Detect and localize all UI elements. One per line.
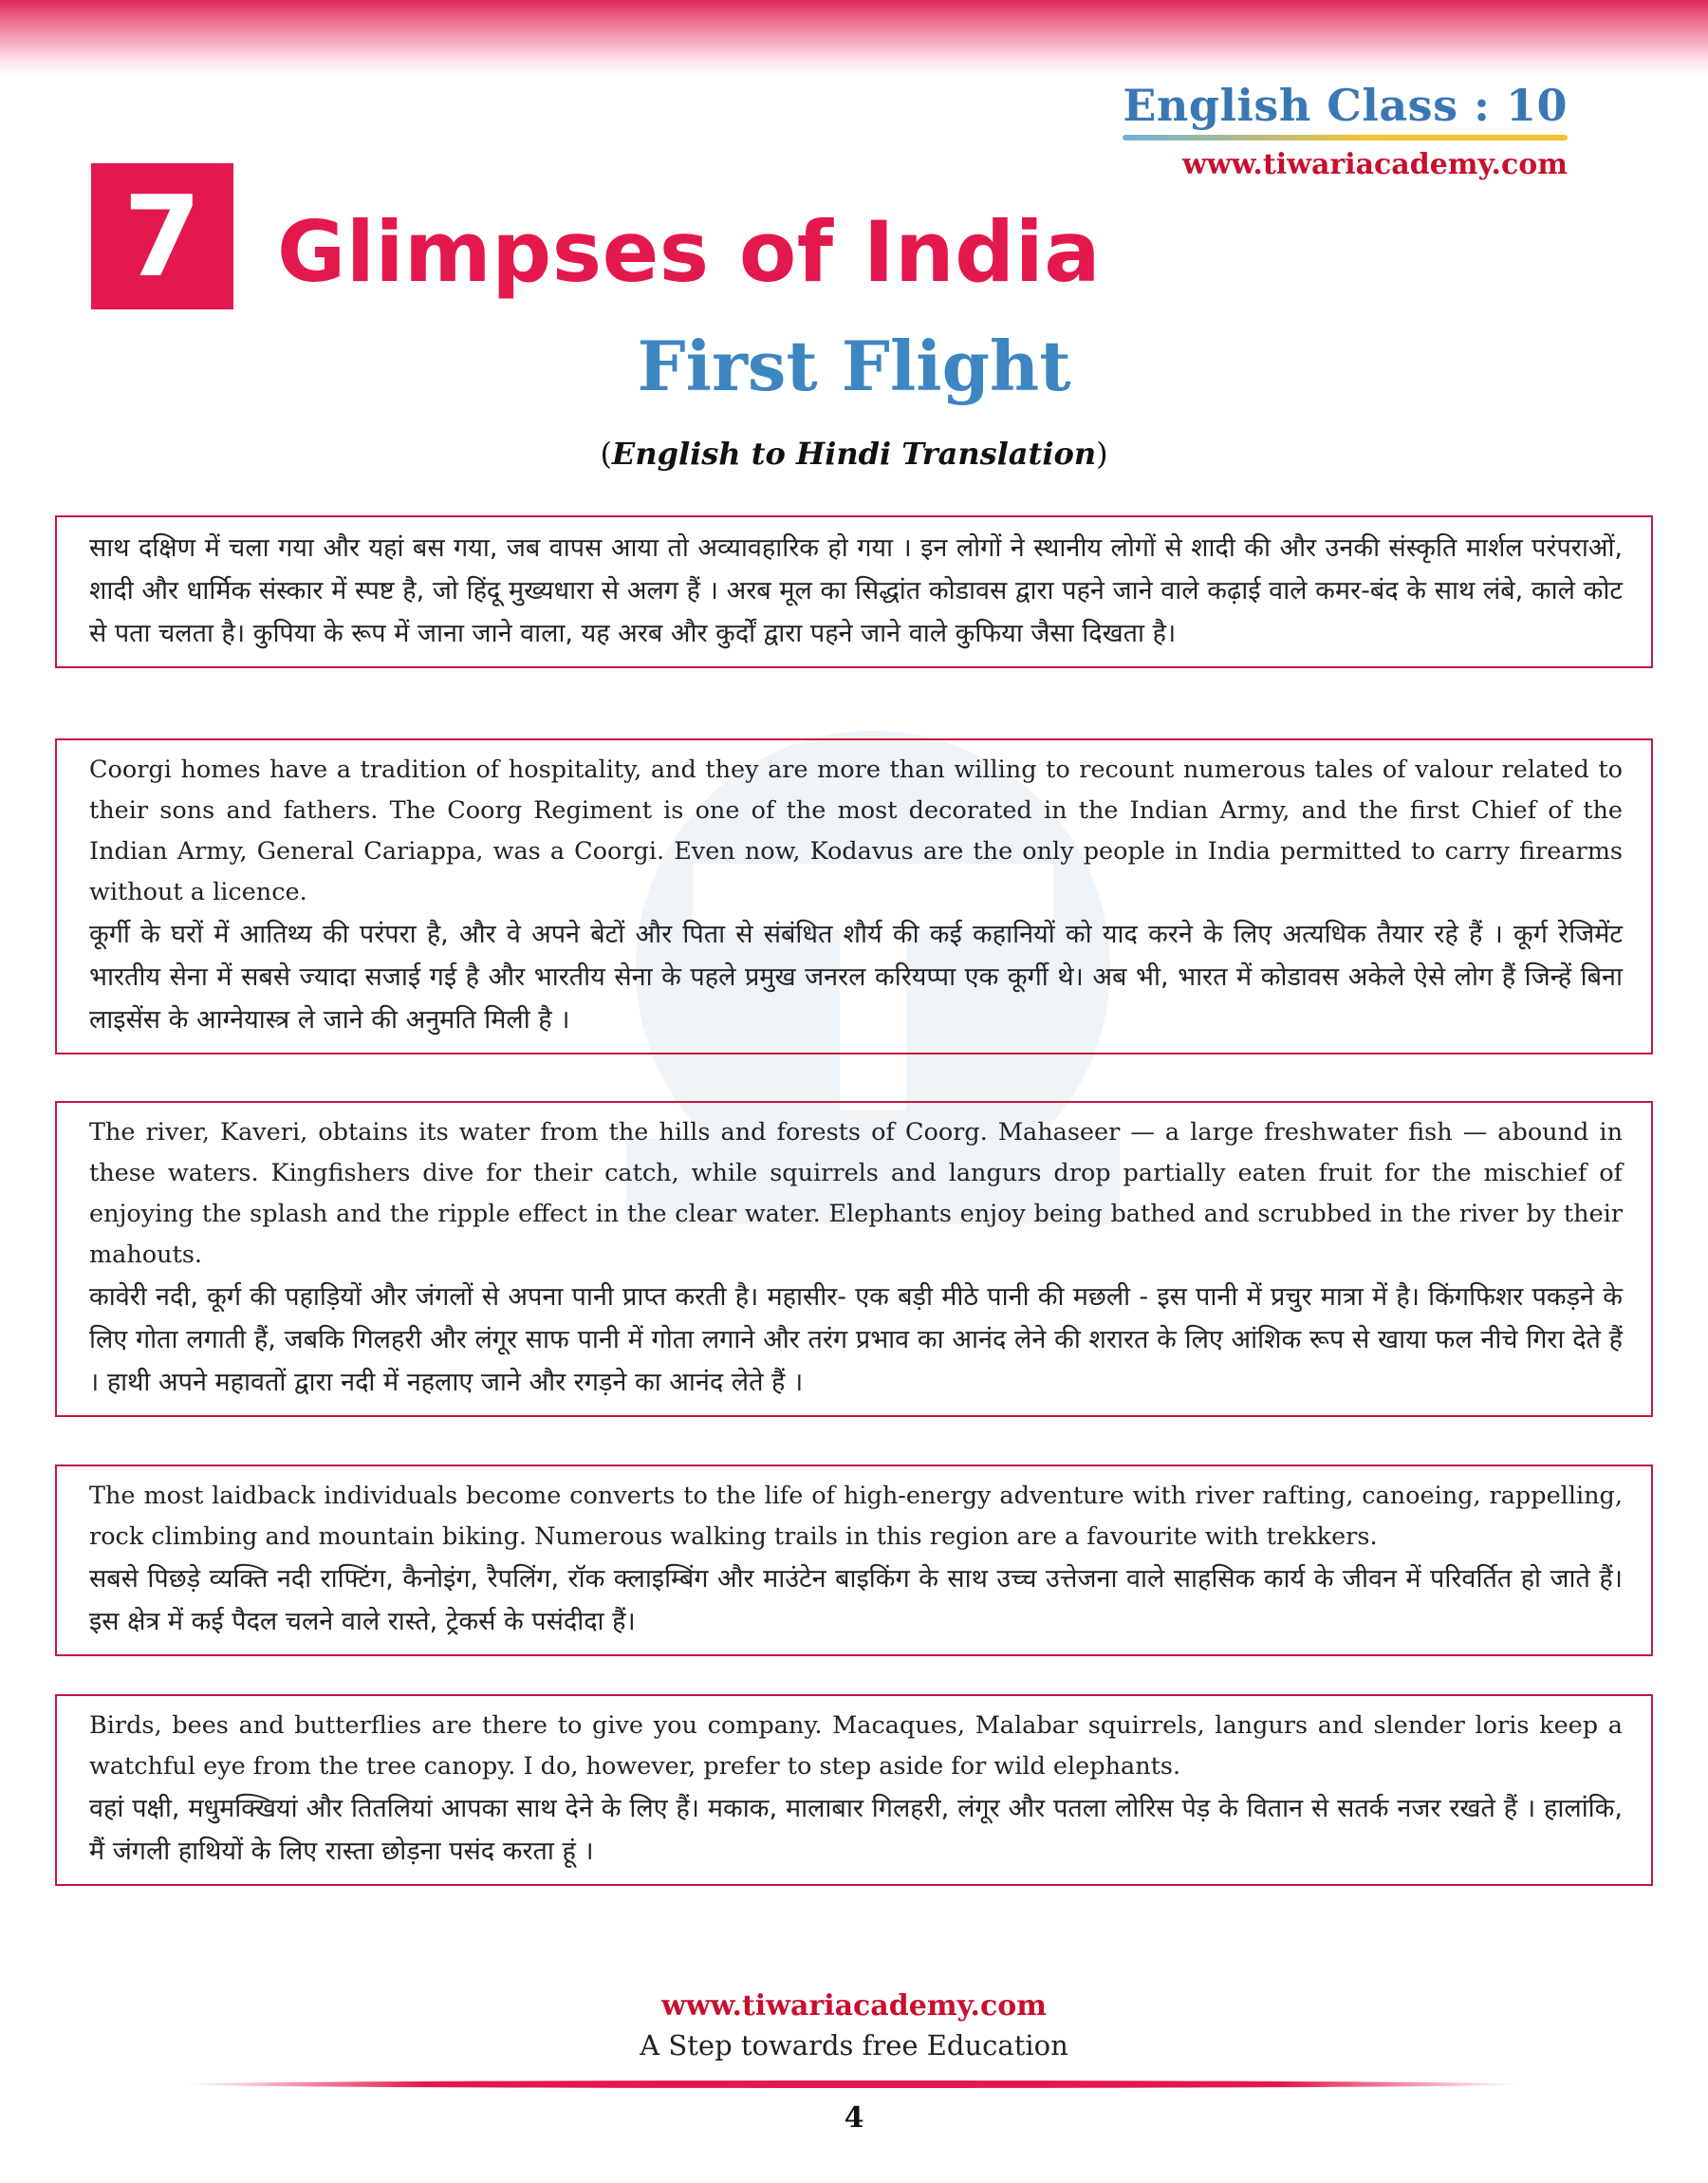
hindi-paragraph: साथ दक्षिण में चला गया और यहां बस गया, जब वापस आया तो अव्यावहारिक हो गया । इन लोगों ने स्थानीय लोगों से शादी की और उनकी संस्कृति मार्शल परंपराओं, शादी और धार्मिक संस्कार में स्पष्ट है, जो हिंदू मुख्यधारा से अलग हैं । अरब मूल का सिद्धांत कोडावस द्वारा पहने जाने वाले कढ़ाई वाले कमर-बंद के साथ लंबे, काले कोट से पता चलता है। कुपिया के रूप में जाना जाने वाला, यह अरब और कुर्दों द्वारा पहने जाने वाले कुफिया जैसा दिखता है। (89, 533, 1623, 648)
hindi-paragraph: कावेरी नदी, कूर्ग की पहाड़ियों और जंगलों से अपना पानी प्राप्त करती है। महासीर- एक बड़ी मीठे पानी की मछली - इस पानी में प्रचुर मात्रा में है। किंगफिशर पकड़ने के लिए गोता लगाती हैं, जबकि गिलहरी और लंगूर साफ पानी में गोता लगाने और तरंग प्रभाव का आनंद लेने की शरारत के लिए आंशिक रूप से खाया फल नीचे गिरा देते हैं । हाथी अपने महावतों द्वारा नदी में नहलाए जाने और रगड़ने का आनंद लेते हैं । (89, 1282, 1623, 1397)
subtitle-open-paren: ( (600, 436, 612, 472)
hindi-paragraph: सबसे पिछड़े व्यक्ति नदी राफ्टिंग, कैनोइंग, रैपलिंग, रॉक क्लाइम्बिंग और माउंटेन बाइकिंग के साथ उच्च उत्तेजना वाले साहसिक कार्य के जीवन में परिवर्तित हो जाते हैं। इस क्षेत्र में कई पैदल चलने वाले रास्ते, ट्रेकर्स के पसंदीदा हैं। (89, 1564, 1623, 1636)
subtitle (0, 436, 1708, 472)
footer-divider (186, 2080, 1522, 2088)
english-paragraph: The river, Kaveri, obtains its water from the hills and forests of Coorg. Mahaseer — a large freshwater fish — abound in these waters. Kingfishers dive for their catch, while squirrels and langurs drop partially eaten fruit for the mischief of enjoying the splash and the ripple effect in the clear water. Elephants enjoy being bathed and scrubbed in the river by their mahouts. (89, 1118, 1623, 1269)
hindi-paragraph: वहां पक्षी, मधुमक्खियां और तितलियां आपका साथ देने के लिए हैं। मकाक, मालाबार गिलहरी, लंगूर और पतला लोरिस पेड़ के वितान से सतर्क नजर रखते हैं । हालांकि, मैं जंगली हाथियों के लिए रास्ता छोड़ना पसंद करता हूं । (89, 1794, 1623, 1866)
class-title-underline (1123, 135, 1568, 140)
chapter-title: Glimpses of India (277, 203, 1102, 301)
english-paragraph: The most laidback individuals become converts to the life of high-energy adventure with river rafting, canoeing, rappelling, rock climbing and mountain biking. Numerous walking trails in this region are a favourite with trekkers. (89, 1482, 1623, 1551)
page-number: 4 (844, 2101, 864, 2135)
subtitle-close-paren: ) (1096, 436, 1108, 472)
english-paragraph: Coorgi homes have a tradition of hospitality, and they are more than willing to recount numerous tales of valour related to their sons and fathers. The Coorg Regiment is one of the most decorated in the Indian Army, and the first Chief of the Indian Army, General Cariappa, was a Coorgi. Even now, Kodavus are the only people in India permitted to carry firearms without a licence. (89, 756, 1623, 906)
translation-block-4 (55, 1465, 1653, 1656)
footer-url: www.tiwariacademy.com (660, 1989, 1048, 2023)
translation-block-5 (55, 1694, 1653, 1886)
english-paragraph: Birds, bees and butterflies are there to give you company. Macaques, Malabar squirrels, langurs and slender loris keep a watchful eye from the tree canopy. I do, however, prefer to step aside for wild elephants. (89, 1711, 1623, 1781)
book-title: First Flight (637, 326, 1071, 406)
class-title: English Class : 10 (1123, 80, 1568, 131)
top-gradient-band (0, 0, 1708, 76)
translation-block-2 (55, 738, 1653, 1054)
footer-tagline: A Step towards free Education (640, 2029, 1068, 2062)
translation-block-3 (55, 1101, 1653, 1417)
hindi-paragraph: कूर्गी के घरों में आतिथ्य की परंपरा है, और वे अपने बेटों और पिता से संबंधित शौर्य की कई कहानियों को याद करने के लिए अत्यधिक तैयार रहे हैं । कूर्ग रेजिमेंट भारतीय सेना में सबसे ज्यादा सजाई गई है और भारतीय सेना के पहले प्रमुख जनरल करियप्पा एक कूर्गी थे। अब भी, भारत में कोडावस अकेले ऐसे लोग हैं जिन्हें बिना लाइसेंस के आग्नेयास्त्र ले जाने की अनुमति मिली है । (89, 920, 1623, 1035)
header-class-block (1123, 80, 1568, 181)
chapter-number-badge: 7 (91, 163, 233, 309)
subtitle-text: English to Hindi Translation (611, 436, 1097, 472)
header-url: www.tiwariacademy.com (1181, 148, 1568, 181)
translation-block-1 (55, 515, 1653, 668)
